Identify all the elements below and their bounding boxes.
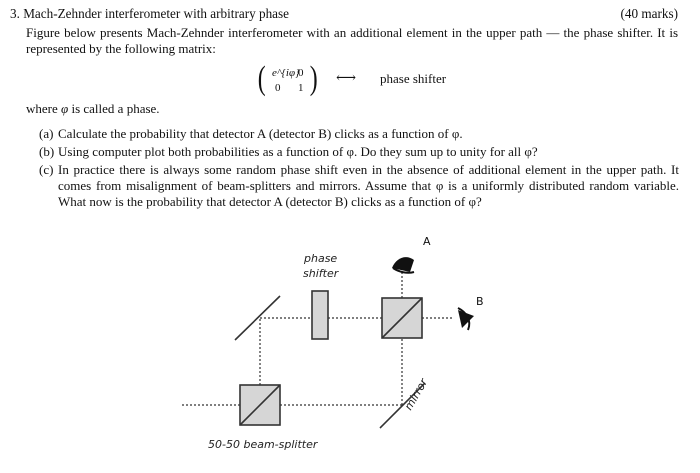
double-arrow-icon: ⟷ xyxy=(336,71,357,86)
detector-a-label: A xyxy=(423,235,431,248)
interferometer-figure xyxy=(180,228,520,468)
phase-shifter-element xyxy=(312,291,328,339)
right-parenthesis: ) xyxy=(309,60,318,97)
problem-title: 3. Mach-Zehnder interferometer with arbitrary phase xyxy=(10,6,290,21)
question-b xyxy=(39,144,679,160)
question-c xyxy=(39,162,679,210)
detector-a-eye-icon xyxy=(392,257,414,273)
question-label: (a) xyxy=(39,126,54,141)
detector-b-eye-icon xyxy=(458,308,474,330)
problem-intro: Figure below presents Mach-Zehnder interferometer with an additional element in the upper path — the phase shifter. It is represented by the following matrix: xyxy=(26,25,678,56)
phase-shifter-label-line2: shifter xyxy=(303,267,339,280)
where-prefix: where xyxy=(26,101,62,116)
question-list xyxy=(39,126,679,212)
question-text: Calculate the probability that detector A (detector B) clicks as a function of φ. xyxy=(58,126,463,141)
beamsplitter-label: 50-50 beam-splitter xyxy=(208,438,318,451)
matrix-entry-12: 0 xyxy=(298,67,304,79)
matrix-entry-22: 1 xyxy=(298,82,304,94)
detector-b-label: B xyxy=(476,295,484,308)
phase-definition xyxy=(26,101,160,117)
question-a xyxy=(39,126,679,142)
left-parenthesis: ( xyxy=(257,60,266,97)
phase-matrix xyxy=(258,62,318,100)
matrix-label: phase shifter xyxy=(380,71,447,86)
phase-shifter-label-line1: phase xyxy=(304,252,338,265)
mirror-label: mirror xyxy=(402,376,431,413)
question-label: (c) xyxy=(39,162,54,177)
where-suffix: is called a phase. xyxy=(68,101,160,116)
matrix-entry-11: e^{iφ} xyxy=(272,67,300,79)
question-text: Using computer plot both probabilities as a function of φ. Do they sum up to unity for all φ? xyxy=(58,144,538,159)
question-text: In practice there is always some random phase shift even in the absence of additional element in the upper path. It comes from misalignment of beam-splitters and mirrors. Assume that φ is a uniformly distributed random variable. What now is the probability that detector A (detector B) clicks as a function of φ? xyxy=(58,162,679,209)
interferometer-diagram xyxy=(180,228,520,468)
problem-marks: (40 marks) xyxy=(620,6,678,21)
question-label: (b) xyxy=(39,144,55,159)
phi-symbol: φ xyxy=(61,101,69,116)
matrix-entry-21: 0 xyxy=(275,82,281,94)
matrix-row xyxy=(258,62,498,102)
